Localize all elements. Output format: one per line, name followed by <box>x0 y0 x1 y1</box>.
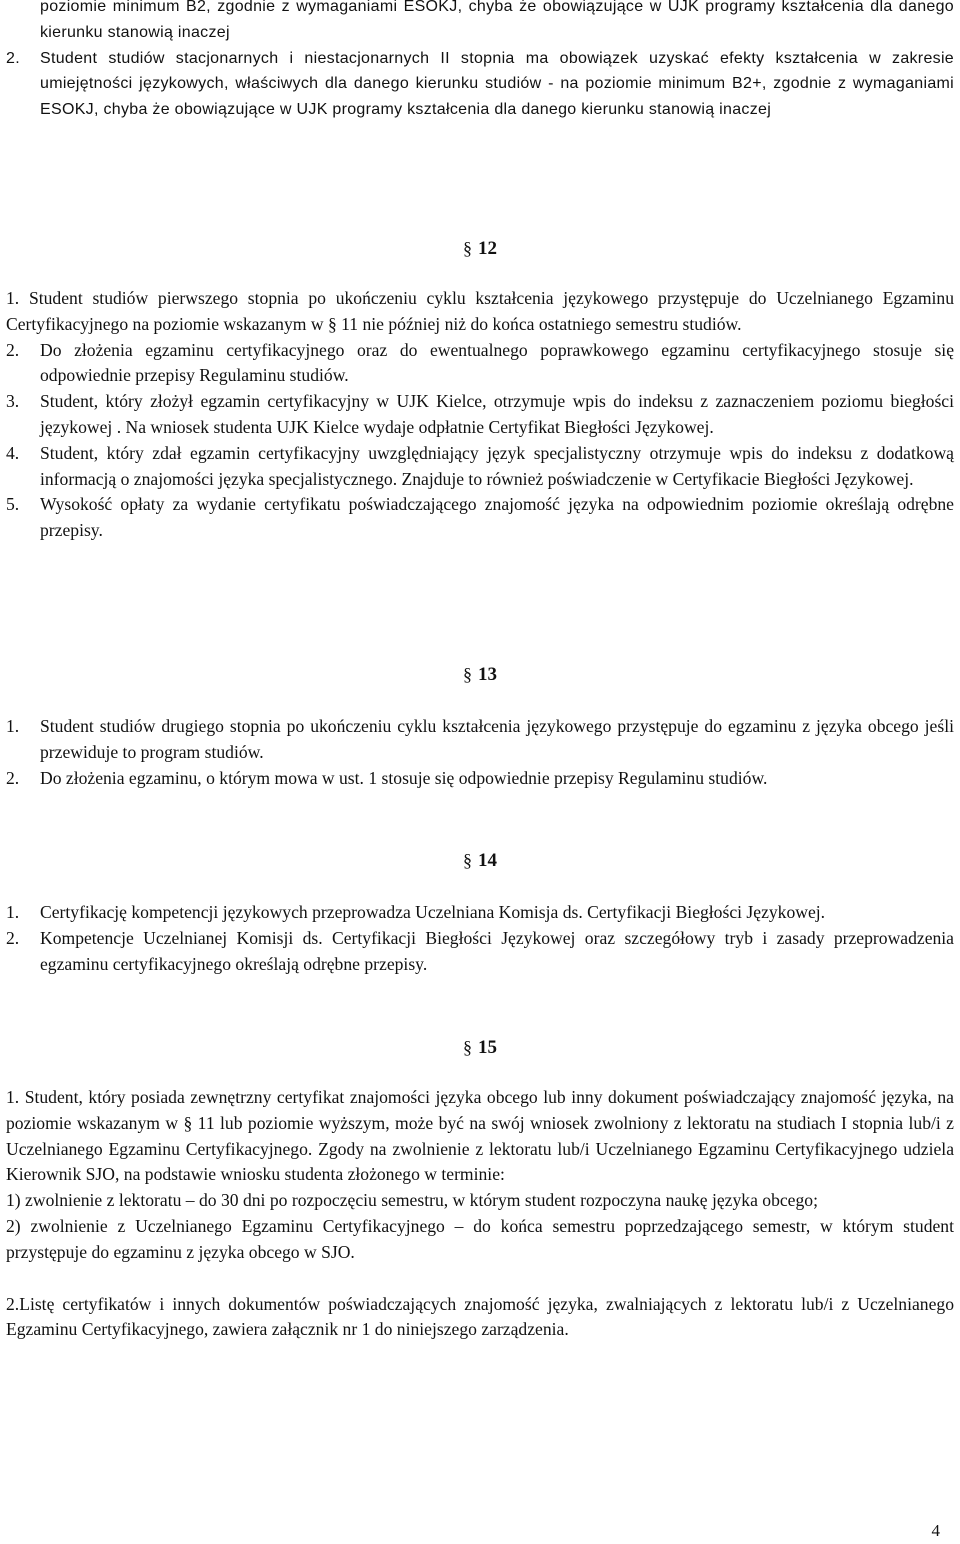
section-heading-15 <box>0 1035 960 1061</box>
section-sign: § <box>463 238 472 258</box>
section-15-body <box>6 1085 954 1343</box>
section-13-list <box>6 714 954 791</box>
section-number: 12 <box>478 238 497 259</box>
item-number: 1. <box>6 716 20 736</box>
section-sign: § <box>463 1037 472 1057</box>
section-15-point-2: 2) zwolnienie z Uczelnianego Egzaminu Certyfikacyjnego – do końca semestru poprzedzającego semestr, w którym student przystępuje do egzaminu z języka obcego w SJO. <box>6 1215 954 1262</box>
section-12-item-2 <box>6 338 954 390</box>
section-15-paragraph-1: 1. Student, który posiada zewnętrzny certyfikat znajomości języka obcego lub inny dokument poświadczający znajomość języka, na poziomie wskazanym w § 11 lub poziomie wyższym, może być na swój wniosek zwolniony z lektoratu na studiach I stopnia lub/i z Uczelnianego Egzaminu Certyfikacyjnego. Zgody na zwolnienie z lektoratu lub/i Uczelnianego Egzaminu Certyfikacyjnego udziela Kierownik SJO, na podstawie wniosku studenta złożonego w terminie: <box>6 1087 954 1185</box>
section-heading-13 <box>0 662 960 688</box>
item-text: Kompetencje Uczelnianej Komisji ds. Certyfikacji Biegłości Językowej oraz szczegółowy tryb i zasady przeprowadzenia egzaminu certyfikacyjnego określają odrębne przepisy. <box>40 927 954 974</box>
item-number: 1. <box>6 902 20 922</box>
section-13-item-2 <box>6 766 954 792</box>
item-text: Wysokość opłaty za wydanie certyfikatu poświadczającego znajomość języka na odpowiednim poziomie określają odrębne przepisy. <box>40 494 954 541</box>
section-12-item-1 <box>6 286 954 338</box>
section-heading-12 <box>0 236 960 262</box>
section-15-point-1: 1) zwolnienie z lektoratu – do 30 dni po rozpoczęciu semestru, w którym student rozpoczyna naukę języka obcego; <box>6 1190 818 1211</box>
item-text: Certyfikację kompetencji językowych przeprowadza Uczelniana Komisja ds. Certyfikacji Biegłości Językowej. <box>40 902 826 922</box>
item-number: 1. <box>6 288 20 308</box>
item-number: 2. <box>6 927 20 948</box>
section-number: 15 <box>478 1037 497 1058</box>
item-number: 4. <box>6 442 20 463</box>
item-number: 2. <box>6 339 20 360</box>
section-12-item-3 <box>6 389 954 441</box>
section-15-paragraph-2: 2.Listę certyfikatów i innych dokumentów poświadczających znajomość języka, zwalniających z lektoratu lub/i z Uczelnianego Egzaminu Certyfikacyjnego, zawiera załącznik nr 1 do niniejszego zarządzenia. <box>6 1293 954 1340</box>
section-number: 14 <box>478 850 497 871</box>
item-number: 3. <box>6 391 20 412</box>
item-number: 5. <box>6 494 20 515</box>
item-text: Student, który złożył egzamin certyfikacyjny w UJK Kielce, otrzymuje wpis do indeksu z zaznaczeniem poziomu biegłości językowej . Na wniosek studenta UJK Kielce wydaje odpłatnie Certyfikat Biegłości Językowej. <box>40 391 954 437</box>
item-text: Student studiów stacjonarnych i niestacjonarnych II stopnia ma obowiązek uzyskać efekty kształcenia w zakresie umiejętności językowych, właściwych dla danego kierunku studiów - na poziomie minimum B2+, zgodnie z wymaganiami ESOKJ, chyba że obowiązujące w UJK programy kształcenia dla danego kierunku stanowią inaczej <box>40 49 954 119</box>
item-text: Do złożenia egzaminu, o którym mowa w ust. 1 stosuje się odpowiednie przepisy Regulaminu studiów. <box>40 767 768 788</box>
item-text: Student, który zdał egzamin certyfikacyjny uwzględniający język specjalistyczny otrzymuje wpis do indeksu z dodatkową informacją o znajomości języka specjalistycznego. Znajduje to również poświadczenie w Certyfikacie Biegłości Językowej. <box>40 442 954 489</box>
section-14-item-1 <box>6 900 954 926</box>
page-number: 4 <box>931 1521 940 1540</box>
section-sign: § <box>463 664 472 684</box>
item-number: 2. <box>6 767 20 788</box>
section-12-item-5 <box>6 492 954 544</box>
continued-item-2 <box>6 46 954 123</box>
section-14-item-2 <box>6 926 954 978</box>
continued-paragraph: poziomie minimum B2, zgodnie z wymaganiami ESOKJ, chyba że obowiązujące w UJK programy kształcenia dla danego kierunku stanowią inaczej <box>40 0 954 41</box>
section-12-item-4 <box>6 441 954 493</box>
item-number: 2. <box>6 49 20 67</box>
item-text: Student studiów drugiego stopnia po ukończeniu cyklu kształcenia językowego przystępuje do egzaminu z języka obcego jeśli przewiduje to program studiów. <box>40 716 954 762</box>
item-text: Do złożenia egzaminu certyfikacyjnego oraz do ewentualnego poprawkowego egzaminu certyfikacyjnego stosuje się odpowiednie przepisy Regulaminu studiów. <box>40 339 954 386</box>
continued-section <box>6 0 954 123</box>
section-12-list <box>6 286 954 544</box>
section-sign: § <box>463 850 472 870</box>
section-number: 13 <box>478 664 497 685</box>
section-13-item-1 <box>6 714 954 766</box>
section-14-list <box>6 900 954 977</box>
item-text: Student studiów pierwszego stopnia po ukończeniu cyklu kształcenia językowego przystępuje do Uczelnianego Egzaminu Certyfikacyjnego na poziomie wskazanym w § 11 nie później niż do końca ostatniego semestru studiów. <box>6 288 954 334</box>
section-heading-14 <box>0 848 960 874</box>
